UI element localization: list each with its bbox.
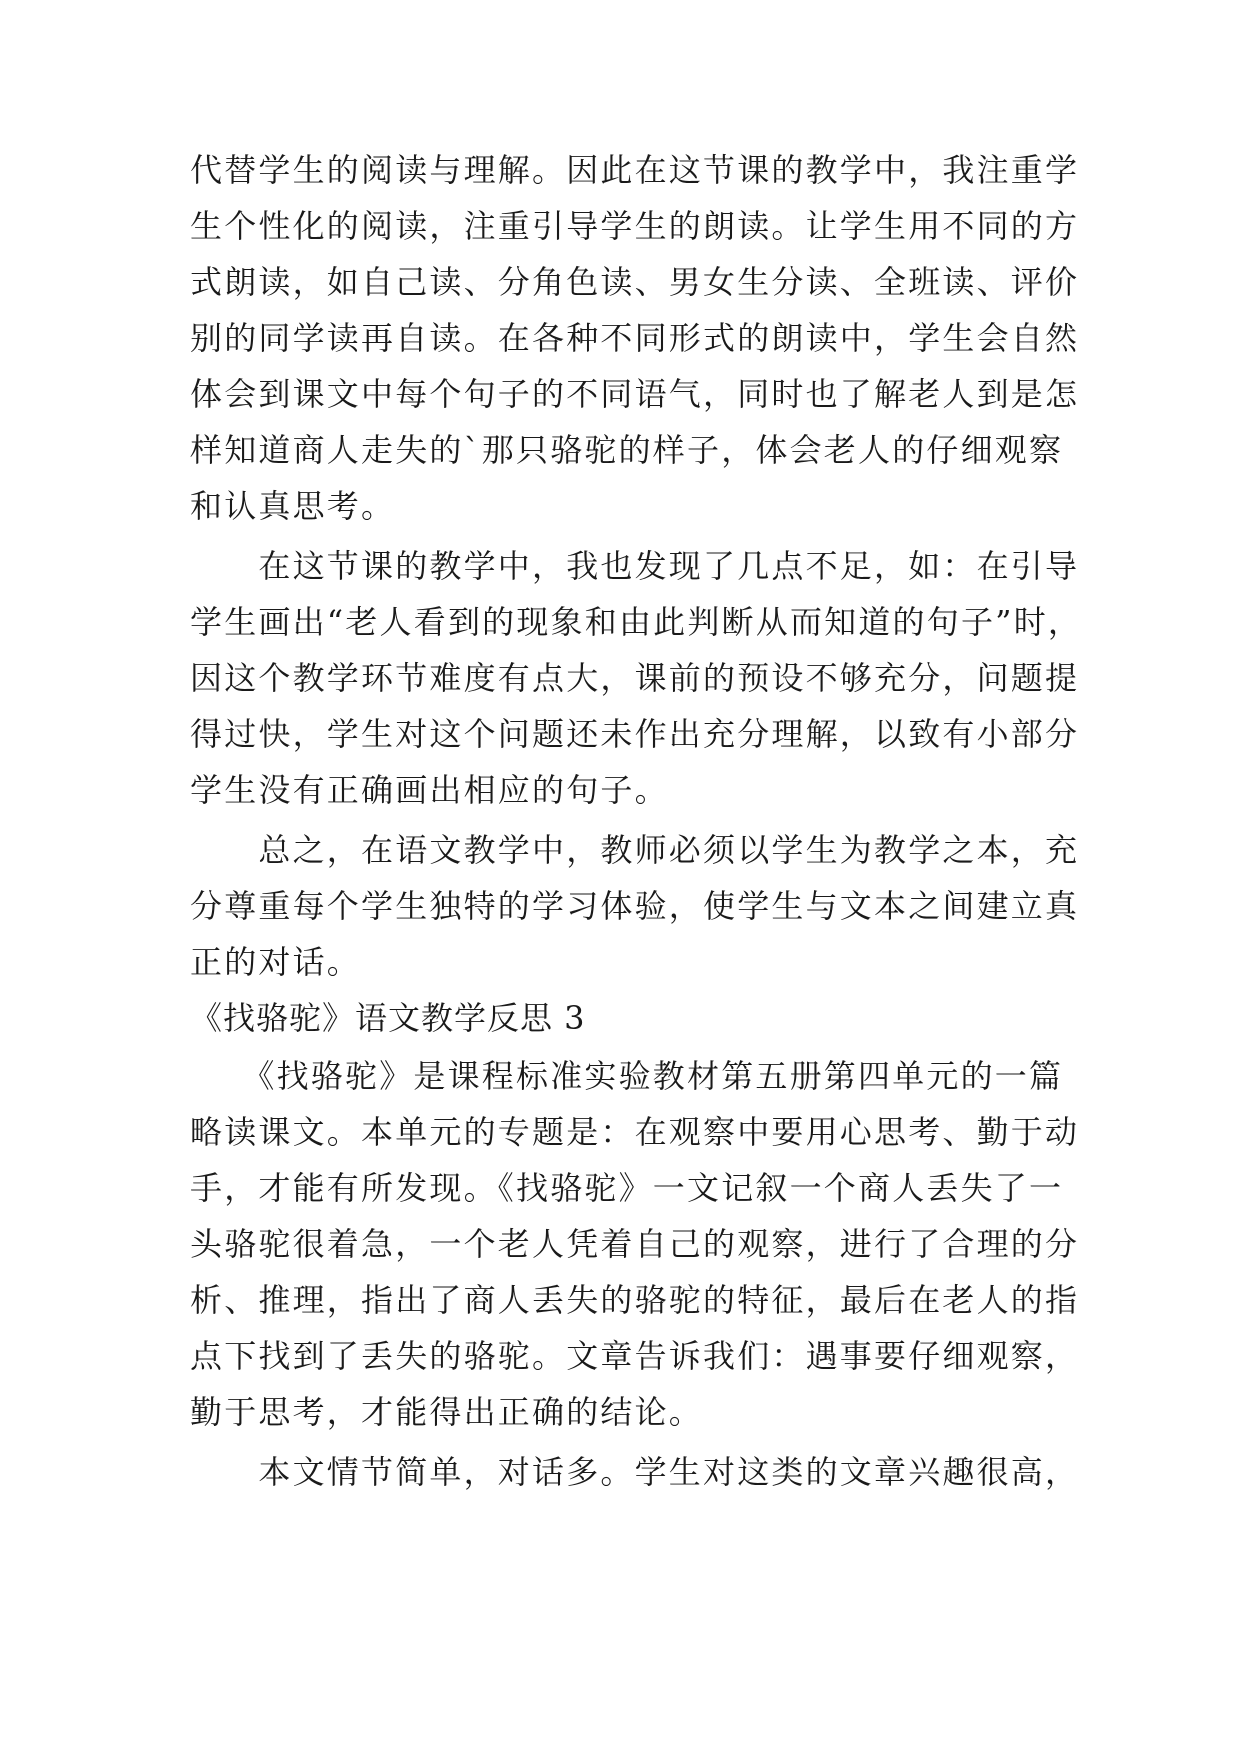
text-line: 略读课文。本单元的专题是：在观察中要用心思考、勤于动 (190, 1113, 1080, 1151)
text-line: 勤于思考，才能得出正确的结论。 (190, 1393, 704, 1431)
text-line: 总之，在语文教学中，教师必须以学生为教学之本，充 (190, 831, 1080, 869)
text-line: 样知道商人走失的`那只骆驼的样子，体会老人的仔细观察 (190, 431, 1064, 469)
text-line: 别的同学读再自读。在各种不同形式的朗读中，学生会自然 (190, 319, 1080, 357)
text-line: 正的对话。 (190, 943, 362, 981)
text-line: 析、推理，指出了商人丢失的骆驼的特征，最后在老人的指 (190, 1281, 1080, 1319)
section-heading: 《找骆驼》语文教学反思 3 (190, 999, 586, 1037)
text-line: 因这个教学环节难度有点大，课前的预设不够充分，问题提 (190, 659, 1080, 697)
text-line: 学生没有正确画出相应的句子。 (190, 771, 669, 809)
text-line: 点下找到了丢失的骆驼。文章告诉我们：遇事要仔细观察， (190, 1337, 1080, 1375)
text-line: 头骆驼很着急，一个老人凭着自己的观察，进行了合理的分 (190, 1225, 1080, 1263)
text-line: 手，才能有所发现。《找骆驼》一文记叙一个商人丢失了一 (190, 1169, 1064, 1207)
text-line: 体会到课文中每个句子的不同语气，同时也了解老人到是怎 (190, 375, 1080, 413)
text-line: 分尊重每个学生独特的学习体验，使学生与文本之间建立真 (190, 887, 1080, 925)
text-line: 本文情节简单，对话多。学生对这类的文章兴趣很高， (190, 1453, 1080, 1491)
text-line: 代替学生的阅读与理解。因此在这节课的教学中，我注重学 (190, 151, 1080, 189)
text-line: 和认真思考。 (190, 487, 396, 525)
text-line: 生个性化的阅读，注重引导学生的朗读。让学生用不同的方 (190, 207, 1080, 245)
text-line: 《找骆驼》是课程标准实验教材第五册第四单元的一篇 (190, 1057, 1064, 1095)
text-line: 式朗读，如自己读、分角色读、男女生分读、全班读、评价 (190, 263, 1080, 301)
text-line: 在这节课的教学中，我也发现了几点不足，如：在引导 (190, 547, 1080, 585)
text-line: 学生画出“老人看到的现象和由此判断从而知道的句子”时， (190, 603, 1083, 641)
text-line: 得过快，学生对这个问题还未作出充分理解，以致有小部分 (190, 715, 1080, 753)
